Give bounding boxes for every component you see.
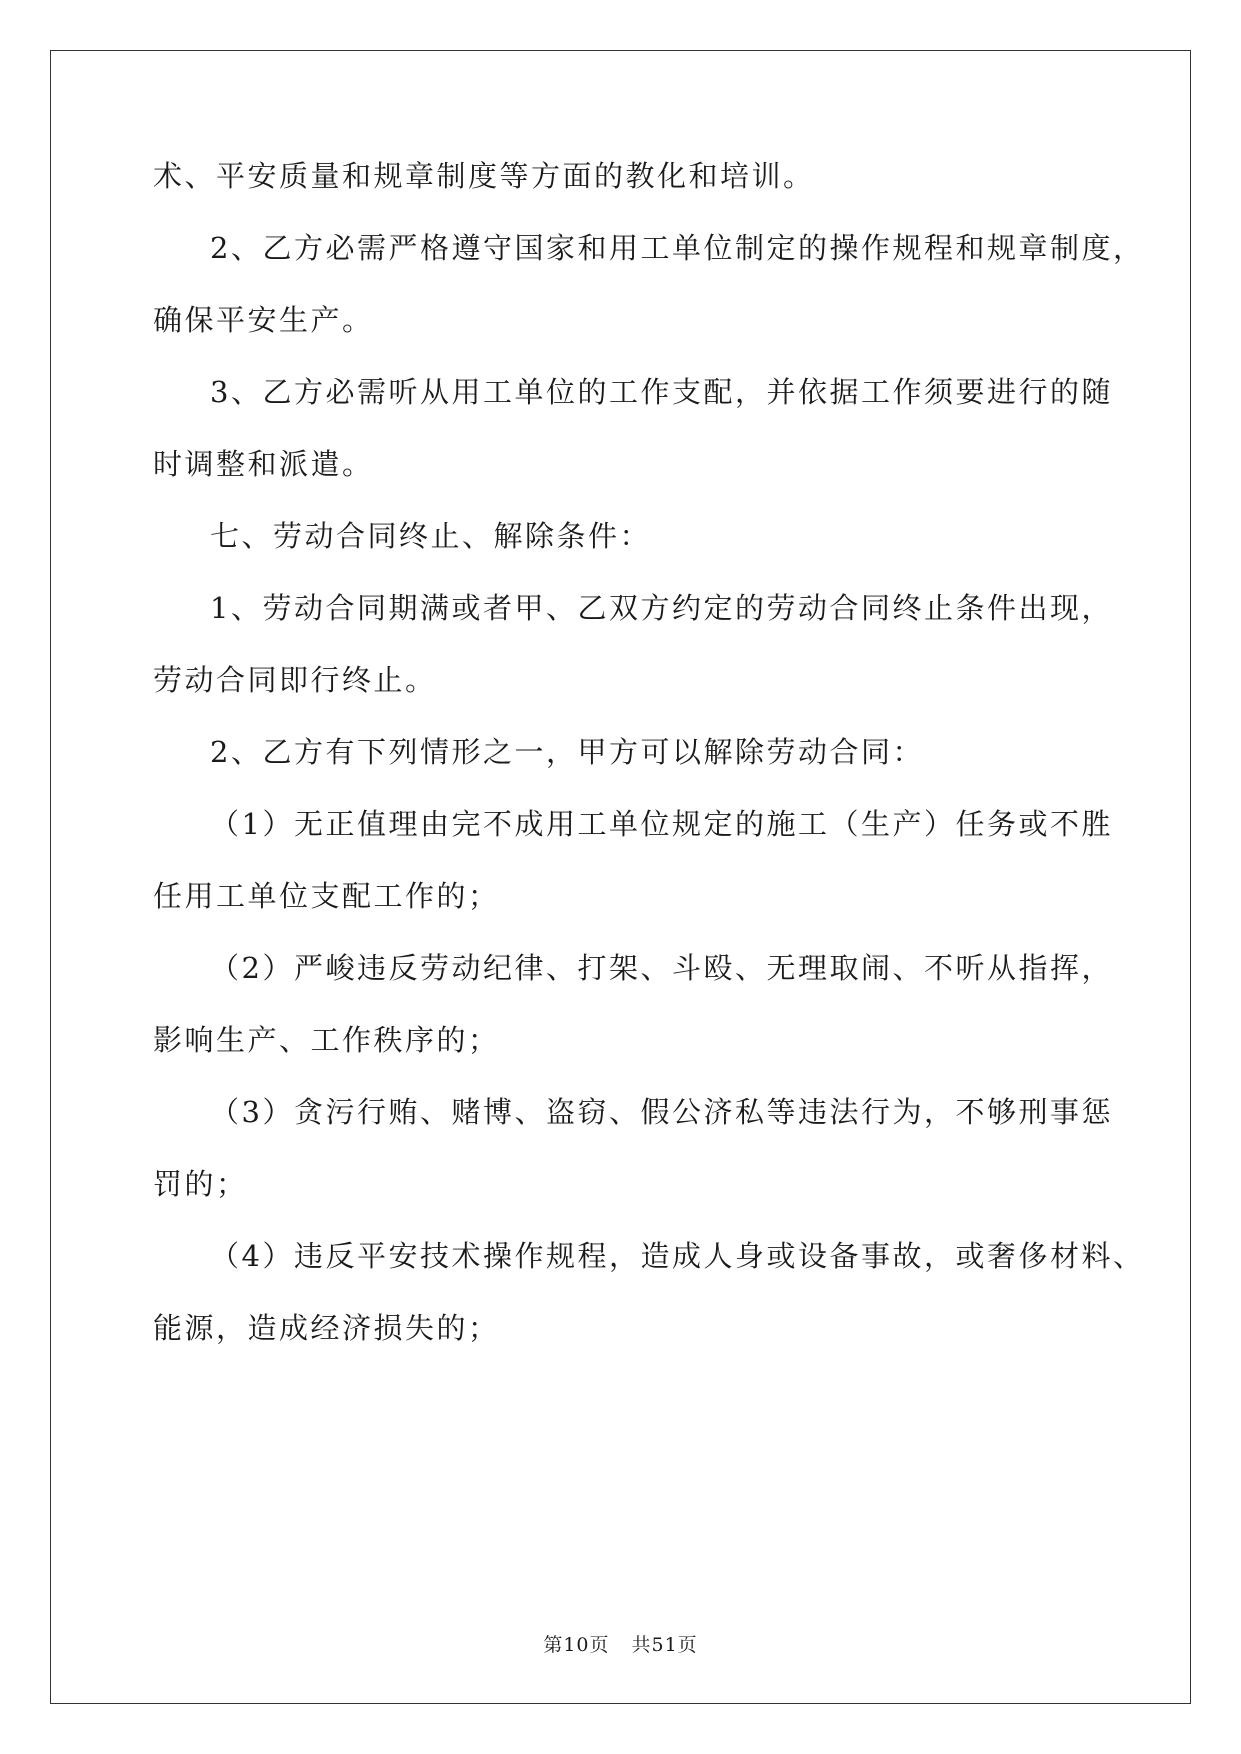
text-line: （4）违反平安技术操作规程，造成人身或设备事故，或奢侈材料、 <box>210 1239 1145 1273</box>
text-line: 罚的； <box>153 1167 248 1201</box>
section-heading: 七、劳动合同终止、解除条件： <box>210 519 652 553</box>
text-line: 影响生产、工作秩序的； <box>153 1023 500 1057</box>
text-line: 确保平安生产。 <box>153 303 374 337</box>
text-line: 能源，造成经济损失的； <box>153 1311 500 1345</box>
page-total: 共51页 <box>631 1634 698 1656</box>
text-line: 术、平安质量和规章制度等方面的教化和培训。 <box>153 159 815 193</box>
text-line: 任用工单位支配工作的； <box>153 879 500 913</box>
text-line: 1、劳动合同期满或者甲、乙双方约定的劳动合同终止条件出现， <box>210 591 1113 625</box>
text-line: （1）无正值理由完不成用工单位规定的施工（生产）任务或不胜 <box>210 807 1113 841</box>
text-line: （2）严峻违反劳动纪律、打架、斗殴、无理取闹、不听从指挥， <box>210 951 1113 985</box>
page-number: 第10页 <box>543 1634 610 1656</box>
text-line: 2、乙方有下列情形之一，甲方可以解除劳动合同： <box>210 735 924 769</box>
text-line: 2、乙方必需严格遵守国家和用工单位制定的操作规程和规章制度， <box>210 231 1145 265</box>
page-footer <box>0 1633 1241 1657</box>
text-line: 3、乙方必需听从用工单位的工作支配，并依据工作须要进行的随 <box>210 375 1113 409</box>
text-line: 时调整和派遣。 <box>153 447 374 481</box>
text-line: 劳动合同即行终止。 <box>153 663 437 697</box>
page-border <box>50 50 1191 1704</box>
text-line: （3）贪污行贿、赌博、盗窃、假公济私等违法行为，不够刑事惩 <box>210 1095 1113 1129</box>
